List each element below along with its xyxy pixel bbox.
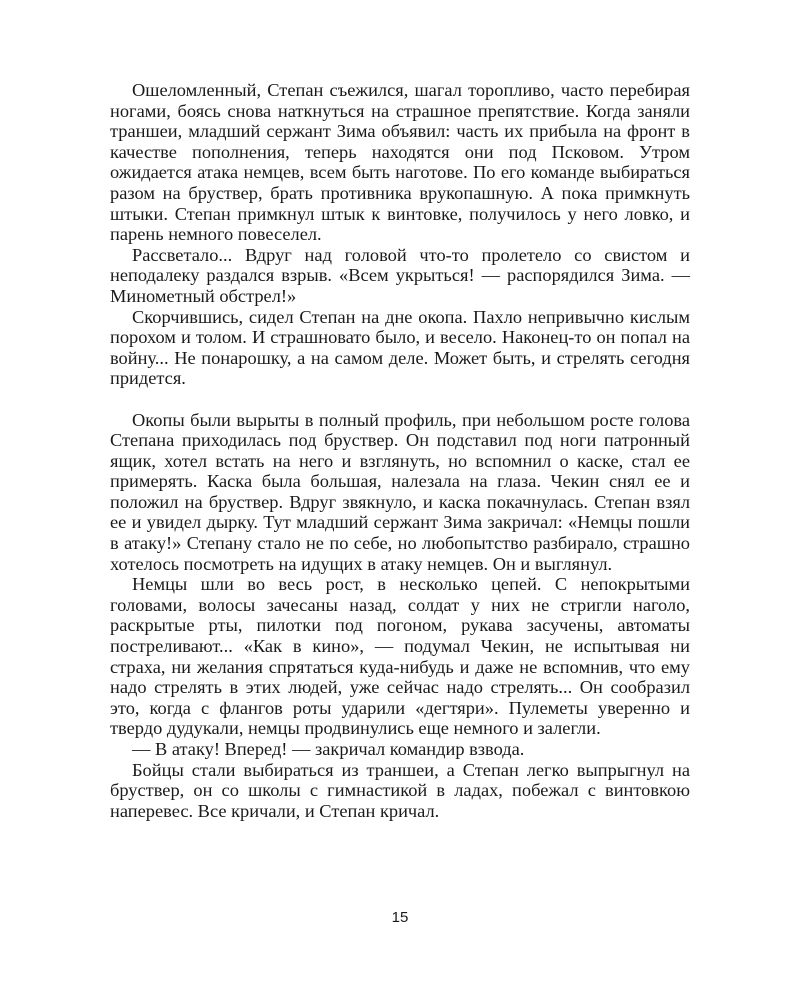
paragraph: — В атаку! Вперед! — закричал командир взвода. [132, 739, 525, 759]
paragraph: Ошеломленный, Степан съежился, шагал торопливо, часто перебирая ногами, боясь снова наткнуться на страшное препятствие. Когда заняли траншеи, младший сержант Зима объявил: часть их прибыла на фронт в качестве пополнения, теперь находятся они под Псковом. Утром ожидается атака немцев, всем быть наготове. По его команде выбираться разом на бруствер, брать противника врукопашную. А пока примкнуть штыки. Степан примкнул штык к винтовке, получилось у него ловко, и парень немного повеселел. [110, 80, 690, 245]
page-number: 15 [391, 909, 409, 926]
paragraph: Бойцы стали выбираться из траншеи, а Степан легко выпрыгнул на бруствер, он со школы с гимнастикой в ладах, побежал с винтовкою наперевес. Все кричали, и Степан кричал. [110, 759, 690, 821]
paragraph: Скорчившись, сидел Степан на дне окопа. Пахло непривычно кислым порохом и толом. И страшновато было, и весело. Наконец-то он попал на войну... Не понарошку, а на самом деле. Может быть, и стрелять сегодня придется. [110, 306, 690, 389]
paragraph: Рассветало... Вдруг над головой что-то пролетело со свистом и неподалеку раздался взрыв. «Всем укрыться! — распорядился Зима. — Минометный обстрел!» [110, 244, 690, 306]
paragraph: Окопы были вырыты в полный профиль, при небольшом росте голова Степана приходилась под бруствер. Он подставил под ноги патронный ящик, хотел встать на него и взглянуть, но вспомнил о каске, стал ее примерять. Каска была большая, налезала на глаза. Чекин снял ее и положил на бруствер. Вдруг звякнуло, и каска покачнулась. Степан взял ее и увидел дырку. Тут младший сержант Зима закричал: «Немцы пошли в атаку!» Степану стало не по себе, но любопытство разбирало, страшно хотелось посмотреть на идущих в атаку немцев. Он и выглянул. [110, 409, 690, 574]
paragraph: Немцы шли во весь рост, в несколько цепей. С непокрытыми головами, волосы зачесаны назад, солдат у них не стригли наголо, раскрытые рты, пилотки под погоном, рукава засучены, автоматы постреливают... «Как в кино», — подумал Чекин, не испытывая ни страха, ни желания спрятаться куда-нибудь и даже не вспомнив, что ему надо стрелять в этих людей, уже сейчас надо стрелять... Он сообразил это, когда с флангов роты ударили «дегтяри». Пулеметы уверенно и твердо дудукали, немцы продвинулись еще немного и залегли. [110, 574, 690, 739]
page-body-text [110, 80, 690, 821]
